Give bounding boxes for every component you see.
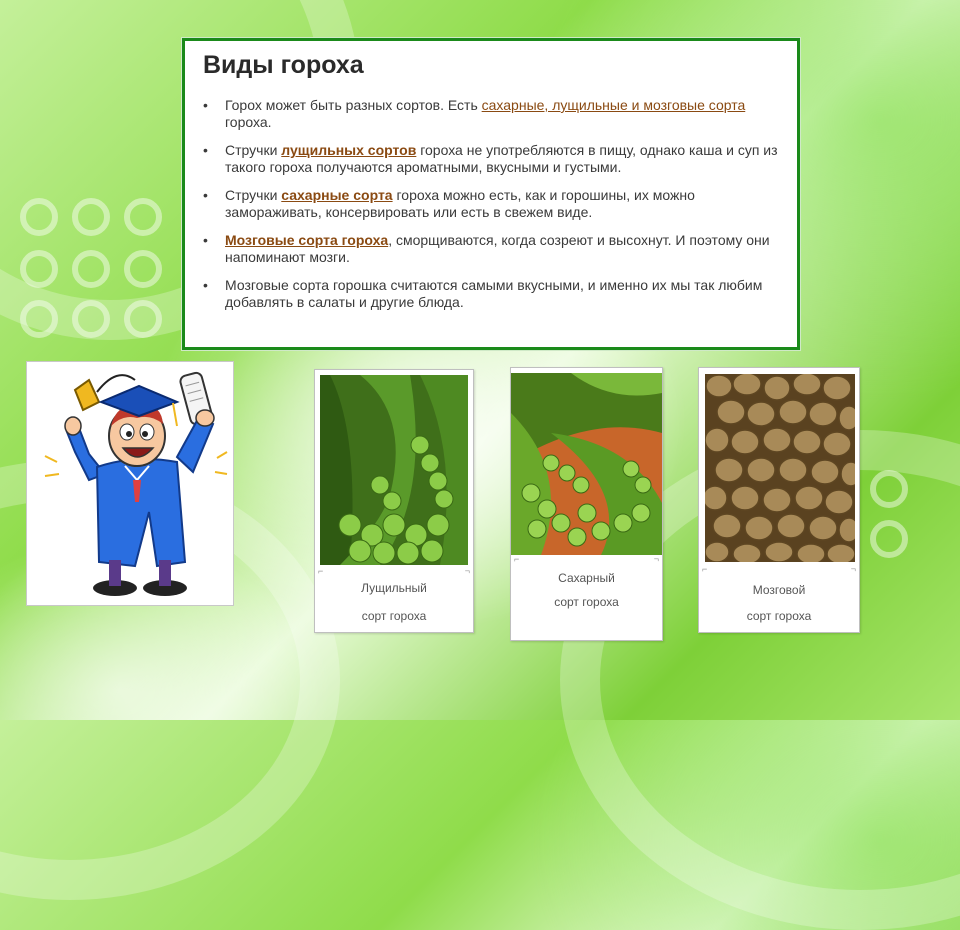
- card-caption-line1: Мозговой: [752, 583, 806, 597]
- sugar-pea-pods-photo: [511, 373, 662, 555]
- bullet-item: [197, 232, 787, 266]
- bullet-glyph: •: [203, 97, 208, 113]
- highlighted-term: сахарные, лущильные и мозговые сорта: [481, 97, 746, 113]
- pea-card-marrowfat: ⌐ ¬ Мозговой сорт гороха: [698, 367, 860, 633]
- highlighted-term: лущильных сортов: [281, 142, 417, 158]
- pea-card-sugar: ⌐ ¬ Сахарный сорт гороха: [510, 367, 663, 641]
- card-caption-line2: сорт гороха: [361, 609, 427, 623]
- bullet-text: Горох может быть разных сортов. Есть: [225, 97, 482, 113]
- bullet-text: , сморщиваются, когда созреют и высохнут. И поэтому они напоминают мозги.: [225, 232, 770, 265]
- bullet-item: [197, 97, 787, 131]
- bullet-item: [197, 187, 787, 221]
- slide-title: Виды гороха: [203, 51, 364, 79]
- card-caption-line2: сорт гороха: [746, 609, 812, 623]
- bullet-text: гороха.: [225, 114, 272, 130]
- pea-card-shelling: ⌐ ¬ Лущильный сорт гороха: [314, 369, 474, 633]
- bullet-list: [197, 97, 787, 322]
- bullet-glyph: •: [203, 142, 208, 158]
- text-panel: [182, 38, 800, 350]
- bullet-item: [197, 277, 787, 311]
- graduate-illustration: [26, 361, 234, 606]
- bullet-glyph: •: [203, 277, 208, 293]
- bullet-text: Стручки: [225, 187, 282, 203]
- card-caption-line1: Сахарный: [558, 571, 615, 585]
- highlighted-term: сахарные сорта: [281, 187, 393, 203]
- bullet-item: [197, 142, 787, 176]
- bullet-text: гороха можно есть, как и горошины, их можно замораживать, консервировать или есть в свежем виде.: [225, 187, 695, 220]
- bullet-text: Мозговые сорта горошка считаются самыми вкусными, и именно их мы так любим добавлять в салаты и другие блюда.: [225, 277, 763, 310]
- bullet-text: гороха не употребляются в пищу, однако каша и суп из такого гороха получаются ароматными, вкусными и густыми.: [225, 142, 778, 175]
- dried-wrinkled-peas-photo: [705, 374, 855, 562]
- bullet-text: Стручки: [225, 142, 282, 158]
- card-caption-line2: сорт гороха: [554, 595, 619, 609]
- green-pea-pods-photo: [320, 375, 468, 565]
- card-caption-line1: Лущильный: [361, 581, 427, 595]
- bullet-glyph: •: [203, 187, 208, 203]
- highlighted-term: Мозговые сорта гороха: [225, 232, 389, 248]
- graduate-icon: [27, 362, 233, 605]
- bullet-glyph: •: [203, 232, 208, 248]
